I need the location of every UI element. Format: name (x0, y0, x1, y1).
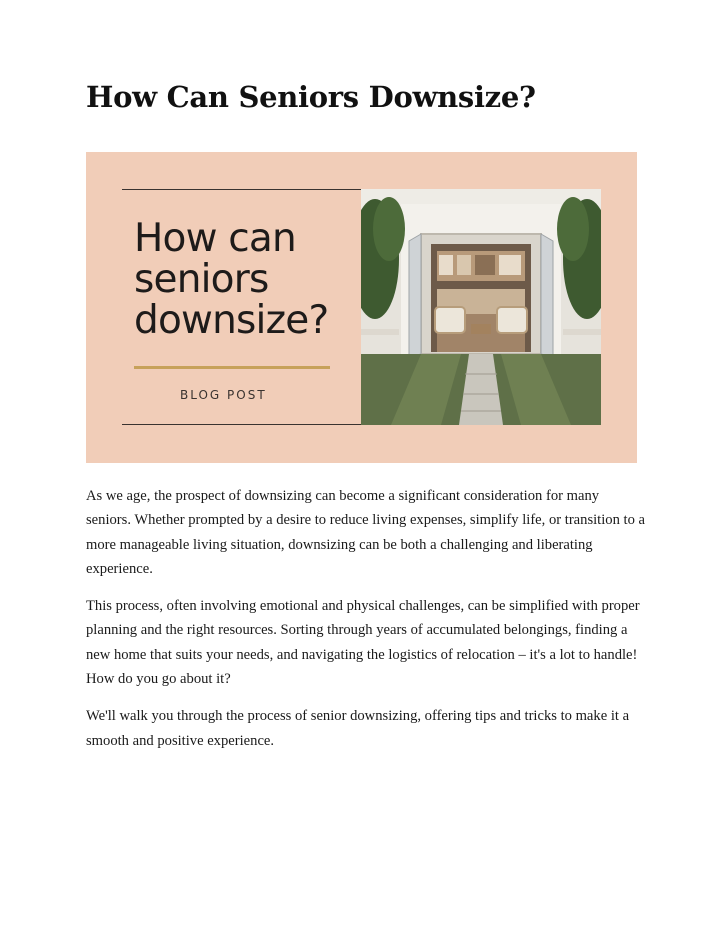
banner-heading-line: downsize? (134, 298, 329, 343)
banner-accent-rule (134, 366, 330, 369)
paragraph: This process, often involving emotional and physical challenges, can be simplified with proper planning and the right resources. Sorting through years of accumulated belongings, finding a new home that suits your needs, and navigating the logistics of relocation – it's a lot to handle! How do you go about it? (86, 598, 640, 688)
article-body (86, 484, 646, 766)
garden-patio-photo (361, 189, 601, 425)
banner-heading-line: seniors (134, 257, 269, 302)
paragraph: As we age, the prospect of downsizing can become a significant consideration for many seniors. Whether prompted by a desire to reduce living expenses, simplify life, or transition to a more manageable living situation, downsizing can be both a challenging and liberating experience. (86, 488, 646, 577)
banner-heading (134, 218, 374, 341)
page-title: How Can Seniors Downsize? (86, 80, 536, 114)
blog-banner (86, 152, 637, 463)
paragraph: We'll walk you through the process of senior downsizing, offering tips and tricks to make it a smooth and positive experience. (86, 708, 630, 749)
banner-heading-line: How can (134, 216, 296, 261)
banner-tag: BLOG POST (180, 388, 267, 402)
